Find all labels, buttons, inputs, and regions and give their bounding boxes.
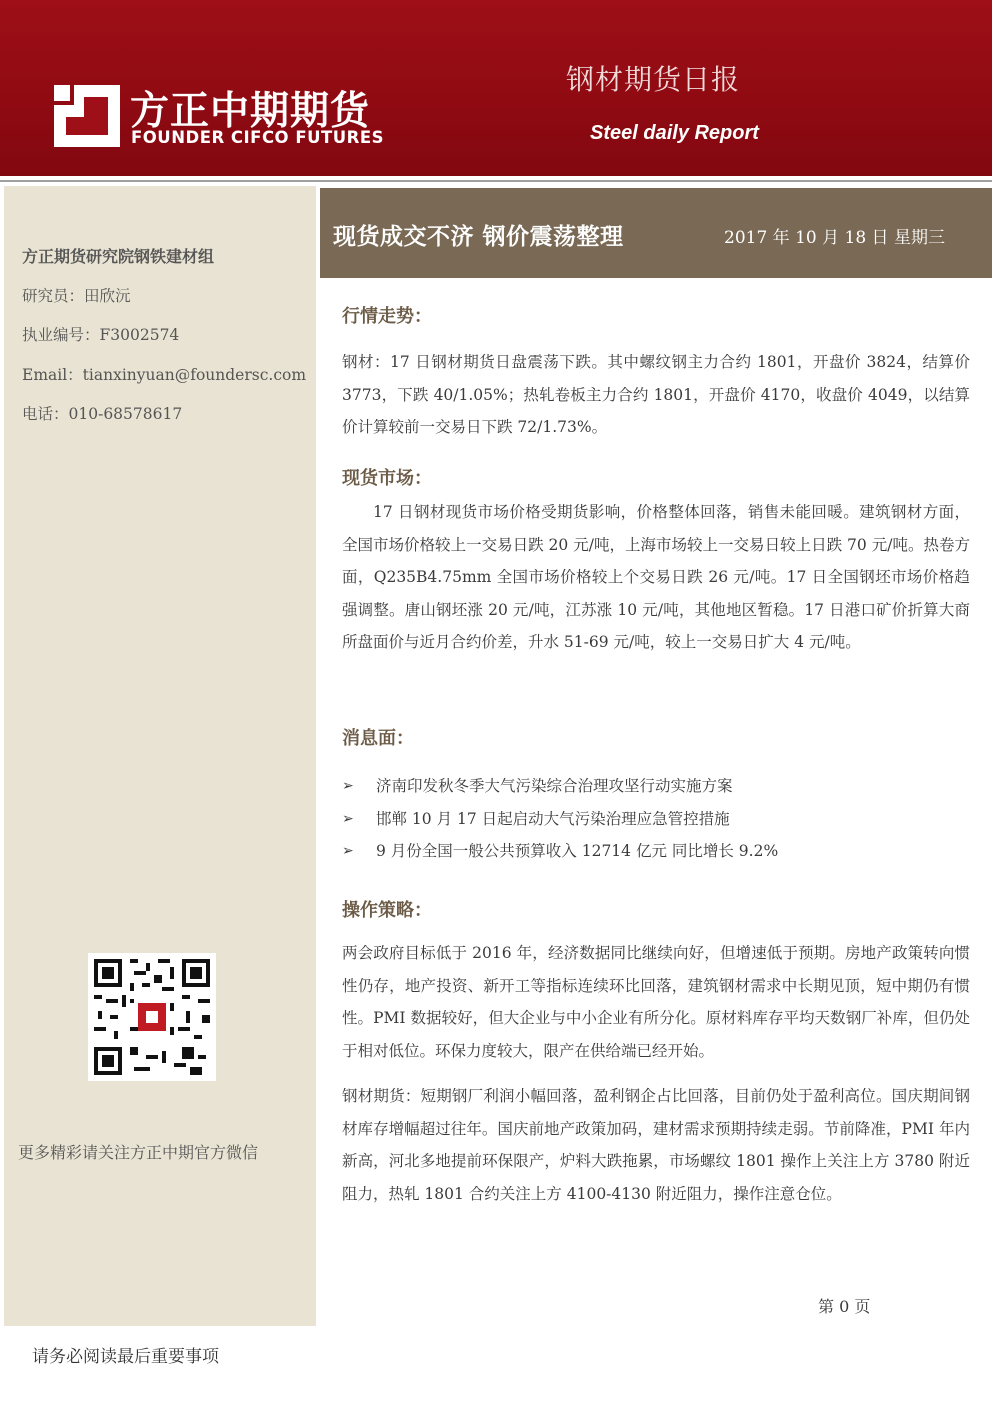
news-item-text: 邯郸 10 月 17 日起启动大气污染治理应急管控措施 (376, 809, 730, 828)
email-contact[interactable]: Email：tianxinyuan@foundersc.com (22, 366, 307, 384)
list-item (342, 803, 970, 836)
section-title-strategy: 操作策略： (342, 900, 432, 921)
research-group: 方正期货研究院钢铁建材组 (22, 247, 215, 266)
footer-note: 请务必阅读最后重要事项 (32, 1347, 219, 1367)
report-title-cn: 钢材期货日报 (566, 63, 741, 96)
analyst-name: 研究员：田欣沅 (22, 287, 131, 305)
report-date: 2017 年 10 月 18 日 星期三 (724, 228, 945, 248)
report-title-en: Steel daily Report (590, 122, 759, 144)
news-item-text: 济南印发秋冬季大气污染综合治理攻坚行动实施方案 (376, 777, 733, 795)
qr-code-icon (94, 959, 210, 1075)
page-number: 第 0 页 (818, 1297, 871, 1316)
strategy-paragraph-1: 两会政府目标低于 2016 年，经济数据同比继续向好，但增速低于预期。房地产政策转向惯性仍存，地产投资、新开工等指标连续环比回落，建筑钢材需求中长期见顶，短中期仍有惯性。PMI 数据较好，但大企业与中小企业有所分化。原材料库存平均天数钢厂补库，但仍处于相对低位。环保力度较大，限产在供给端已经开始。 (342, 944, 970, 1060)
section-title-news: 消息面： (342, 728, 414, 749)
strategy-paragraph-2: 钢材期货：短期钢厂利润小幅回落，盈利钢企占比回落，目前仍处于盈利高位。国庆期间钢材库存增幅超过往年。国庆前地产政策加码，建材需求预期持续走弱。节前降准，PMI 年内新高，河北多地提前环保限产，炉料大跌拖累，市场螺纹 1801 操作上关注上方 3780 附近阻力，热轧 1801 合约关注上方 4100-4130 附近阻力，操作注意仓位。 (342, 1087, 970, 1203)
spot-paragraph: 17 日钢材现货市场价格受期货影响，价格整体回落，销售未能回暖。建筑钢材方面，全国市场价格较上一交易日跌 20 元/吨，上海市场较上一交易日较上日跌 70 元/吨。热卷方面，Q235B4.75mm 全国市场价格较上个交易日跌 26 元/吨。17 日全国钢坯市场价格趋强调整。唐山钢坯涨 20 元/吨，江苏涨 10 元/吨，其他地区暂稳。17 日港口矿价折算大商所盘面价与近月合约价差，升水 51-69 元/吨，较上一交易日扩大 4 元/吨。 (342, 503, 970, 651)
qr-caption: 更多精彩请关注方正中期官方微信 (18, 1143, 259, 1162)
section-title-spot: 现货市场： (342, 468, 432, 489)
wechat-qr-code (88, 953, 216, 1081)
header-band (0, 0, 992, 176)
founder-logo-icon (54, 85, 120, 147)
section-title-trend: 行情走势： (342, 306, 432, 327)
license-number: 执业编号：F3002574 (22, 326, 180, 344)
header-divider (0, 180, 992, 182)
list-item (342, 770, 970, 803)
news-item-text: 9 月份全国一般公共预算收入 12714 亿元 同比增长 9.2% (376, 842, 779, 860)
phone-contact: 电话：010-68578617 (22, 405, 183, 423)
news-list (342, 770, 970, 868)
logo-text-cn: 方正中期期货 (130, 89, 371, 134)
trend-paragraph: 钢材：17 日钢材期货日盘震荡下跌。其中螺纹钢主力合约 1801，开盘价 3824，结算价 3773，下跌 40/1.05%；热轧卷板主力合约 1801，开盘价 4170，收盘价 4049，以结算价计算较前一交易日下跌 72/1.73%。 (342, 353, 970, 436)
arrow-bullet-icon: ➢ (342, 810, 354, 827)
arrow-bullet-icon: ➢ (342, 843, 354, 859)
list-item (342, 835, 970, 868)
headline: 现货成交不济 钢价震荡整理 (333, 224, 624, 250)
logo-text-en: FOUNDER CIFCO FUTURES (131, 128, 385, 147)
arrow-bullet-icon: ➢ (342, 778, 354, 794)
